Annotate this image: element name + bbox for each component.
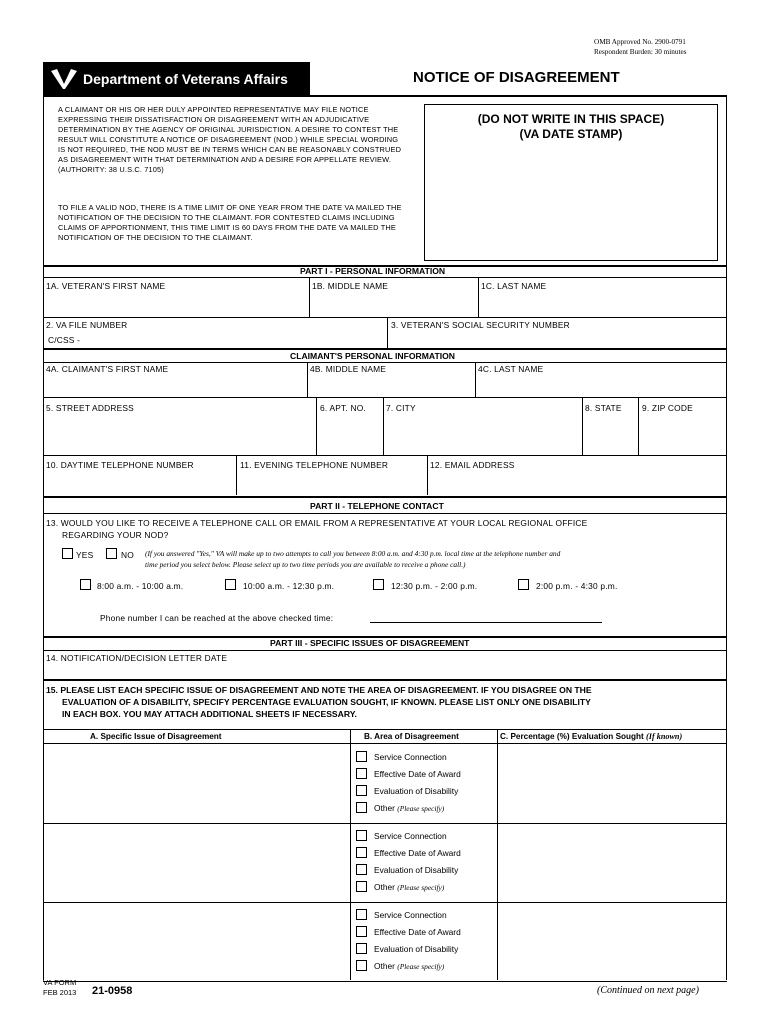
call-note-line-2: time period you select below. Please select up to two time periods you are available to receive a phone call.): [145, 560, 466, 569]
question-13-line-1: 13. WOULD YOU LIKE TO RECEIVE A TELEPHONE CALL OR EMAIL FROM A REPRESENTATIVE AT YOUR LOCAL REGIONAL OFFICE: [46, 518, 588, 528]
question-15-line-1: 15. PLEASE LIST EACH SPECIFIC ISSUE OF DISAGREEMENT AND NOTE THE AREA OF DISAGREEMENT. IF YOU DISAGREE ON THE: [46, 685, 592, 695]
label-street-address: 5. STREET ADDRESS: [46, 403, 134, 413]
time-8am-checkbox[interactable]: [80, 579, 91, 590]
evening-phone-field[interactable]: [237, 472, 425, 494]
no-checkbox[interactable]: [106, 548, 117, 559]
state-field[interactable]: [583, 414, 637, 454]
label-city: 7. CITY: [386, 403, 416, 413]
label-veteran-middle-name: 1B. MIDDLE NAME: [312, 281, 389, 291]
veteran-first-name-field[interactable]: [44, 290, 308, 316]
frame-right: [726, 95, 727, 980]
stamp-line-2: (VA DATE STAMP): [519, 127, 623, 141]
issue-area-label: [374, 769, 461, 779]
issue-2-area-evaluation-of-disability-checkbox[interactable]: [356, 864, 367, 875]
time-2pm-label: 2:00 p.m. - 4:30 p.m.: [536, 581, 618, 591]
agency-banner: [43, 62, 310, 95]
issue-1-area-effective-date-of-award-checkbox[interactable]: [356, 768, 367, 779]
issue-area-label: [374, 961, 444, 971]
no-label: NO: [121, 550, 134, 560]
issue-area-text: Evaluation of Disability: [374, 944, 459, 954]
issue-area-text: Service Connection: [374, 752, 447, 762]
other-specify-hint: (Please specify): [397, 883, 445, 892]
issue-area-label: [374, 848, 461, 858]
label-veteran-ssn: 3. VETERAN'S SOCIAL SECURITY NUMBER: [391, 320, 570, 330]
issue-area-label: [374, 752, 447, 762]
form-number: 21-0958: [92, 985, 133, 997]
email-address-field[interactable]: [428, 472, 725, 494]
veteran-middle-name-field[interactable]: [310, 290, 477, 316]
issue-3-area-other-checkbox[interactable]: [356, 960, 367, 971]
call-note-line-1: (If you answered "Yes," VA will make up to two attempts to call you between 8:00 a.m. and 4:30 p.m. local time at the telephone number and: [145, 549, 561, 558]
zip-code-field[interactable]: [639, 414, 725, 454]
issue-3-area-service-connection-checkbox[interactable]: [356, 909, 367, 920]
column-c-header: [500, 732, 682, 741]
issue-area-text: Effective Date of Award: [374, 769, 461, 779]
issue-2-area-service-connection-checkbox[interactable]: [356, 830, 367, 841]
other-specify-hint: (Please specify): [397, 962, 445, 971]
issue-area-text: Other: [374, 803, 395, 813]
other-specify-hint: (Please specify): [397, 804, 445, 813]
issue-area-label: [374, 944, 458, 954]
question-13-line-2: REGARDING YOUR NOD?: [62, 530, 169, 540]
issue-2-area-other-checkbox[interactable]: [356, 881, 367, 892]
veteran-ssn-field[interactable]: [390, 330, 725, 346]
issue-1-area-evaluation-of-disability-checkbox[interactable]: [356, 785, 367, 796]
question-15-line-2: EVALUATION OF A DISABILITY, SPECIFY PERCENTAGE EVALUATION SOUGHT, IF KNOWN. PLEASE LIST ONLY ONE DISABILITY: [62, 697, 591, 707]
issue-row-divider: [43, 902, 727, 903]
yes-checkbox[interactable]: [62, 548, 73, 559]
claimant-last-name-field[interactable]: [476, 373, 725, 396]
issue-3-description-field[interactable]: [44, 904, 349, 978]
time-10am-label: 10:00 a.m. - 12:30 p.m.: [243, 581, 335, 591]
time-10am-checkbox[interactable]: [225, 579, 236, 590]
column-c-header-suffix: (If known): [646, 732, 683, 741]
issue-area-label: [374, 831, 447, 841]
claimant-first-name-field[interactable]: [44, 373, 306, 396]
time-2pm-checkbox[interactable]: [518, 579, 529, 590]
daytime-phone-field[interactable]: [44, 472, 234, 494]
form-title: NOTICE OF DISAGREEMENT: [413, 69, 620, 86]
issue-area-text: Service Connection: [374, 831, 447, 841]
part1-title: PART I - PERSONAL INFORMATION: [300, 266, 446, 276]
label-veteran-last-name: 1C. LAST NAME: [481, 281, 547, 291]
respondent-burden: Respondent Burden: 30 minutes: [594, 48, 687, 56]
frame-top: [43, 95, 727, 97]
issue-area-label: [374, 865, 458, 875]
label-claimant-last-name: 4C. LAST NAME: [478, 364, 544, 374]
issue-area-text: Other: [374, 961, 395, 971]
omb-number: OMB Approved No. 2900-0791: [594, 38, 686, 46]
intro-paragraph-2: TO FILE A VALID NOD, THERE IS A TIME LIMIT OF ONE YEAR FROM THE DATE VA MAILED THE NOTIFICATION OF THE DECISION TO THE CLAIMANT. FOR CONTESTED CLAIMS INCLUDING CLAIMS OF APPORTIONMENT, THIS TIME LIMIT IS 60 DAYS FROM THE DATE VA MAILED THE NOTIFICATION OF THE DECISION TO THE CLAIMANT.: [58, 203, 402, 242]
time-1230pm-checkbox[interactable]: [373, 579, 384, 590]
issue-area-text: Service Connection: [374, 910, 447, 920]
form-date: FEB 2013: [43, 988, 77, 997]
issue-area-label: [374, 882, 444, 892]
issue-area-text: Other: [374, 882, 395, 892]
time-1230pm-label: 12:30 p.m. - 2:00 p.m.: [391, 581, 478, 591]
issue-2-percentage-field[interactable]: [498, 825, 725, 899]
city-field[interactable]: [384, 414, 580, 454]
issue-area-label: [374, 910, 447, 920]
label-evening-phone: 11. EVENING TELEPHONE NUMBER: [240, 460, 389, 470]
issue-area-label: [374, 786, 458, 796]
column-c-header-text: C. Percentage (%) Evaluation Sought: [500, 732, 644, 741]
issue-area-text: Evaluation of Disability: [374, 786, 459, 796]
part2-title: PART II - TELEPHONE CONTACT: [310, 501, 444, 511]
claimant-section-title: CLAIMANT'S PERSONAL INFORMATION: [290, 351, 456, 361]
issue-3-area-evaluation-of-disability-checkbox[interactable]: [356, 943, 367, 954]
label-state: 8. STATE: [585, 403, 622, 413]
column-b-header: B. Area of Disagreement: [364, 732, 459, 741]
issue-area-text: Evaluation of Disability: [374, 865, 459, 875]
label-decision-letter-date: 14. NOTIFICATION/DECISION LETTER DATE: [46, 653, 228, 663]
issue-row-divider: [43, 981, 727, 982]
issue-area-text: Effective Date of Award: [374, 927, 461, 937]
issue-row-divider: [43, 823, 727, 824]
issue-1-percentage-field[interactable]: [498, 746, 725, 820]
phone-prompt: Phone number I can be reached at the above checked time:: [100, 613, 334, 623]
street-address-field[interactable]: [44, 414, 314, 454]
va-logo-icon: [49, 66, 79, 91]
agency-name: Department of Veterans Affairs: [83, 71, 288, 87]
phone-at-time-field[interactable]: [370, 610, 602, 623]
yes-label: YES: [76, 550, 94, 560]
label-email-address: 12. EMAIL ADDRESS: [430, 460, 515, 470]
label-daytime-phone: 10. DAYTIME TELEPHONE NUMBER: [46, 460, 194, 470]
issue-1-area-other-checkbox[interactable]: [356, 802, 367, 813]
label-claimant-middle-name: 4B. MIDDLE NAME: [310, 364, 387, 374]
issue-area-text: Effective Date of Award: [374, 848, 461, 858]
claimant-middle-name-field[interactable]: [308, 373, 474, 396]
time-8am-label: 8:00 a.m. - 10:00 a.m.: [97, 581, 184, 591]
stamp-line-1: (DO NOT WRITE IN THIS SPACE): [477, 112, 665, 126]
label-apt-no: 6. APT. NO.: [320, 403, 366, 413]
va-file-number-field[interactable]: [80, 330, 385, 346]
form-label: VA FORM: [43, 978, 77, 987]
part3-title: PART III - SPECIFIC ISSUES OF DISAGREEMENT: [270, 638, 470, 648]
veteran-last-name-field[interactable]: [479, 290, 725, 316]
issue-3-area-effective-date-of-award-checkbox[interactable]: [356, 926, 367, 937]
intro-paragraph-1: A CLAIMANT OR HIS OR HER DULY APPOINTED REPRESENTATIVE MAY FILE NOTICE EXPRESSING THEIR DISSATISFACTION OR DISAGREEMENT WITH AN ADJUDICATIVE DETERMINATION BY THE AGENCY OF ORIGINAL JURISDICTION. A DESIRE TO CONTEST THE RESULT WILL CONSTITUTE A NOTICE OF DISAGREEMENT (NOD.) WHILE SPECIAL WORDING IS NOT REQUIRED, THE NOD MUST BE IN TERMS WHICH CAN BE REASONABLY CONSTRUED AS DISAGREEMENT WITH THAT DETERMINATION AND A DESIRE FOR APPELLATE REVIEW. (AUTHORITY: 38 U.S.C. 7105): [58, 105, 402, 174]
issue-area-label: [374, 803, 444, 813]
issue-1-description-field[interactable]: [44, 746, 349, 820]
apt-no-field[interactable]: [317, 414, 381, 454]
label-veteran-first-name: 1A. VETERAN'S FIRST NAME: [46, 281, 166, 291]
label-zip-code: 9. ZIP CODE: [642, 403, 693, 413]
decision-letter-date-field[interactable]: [44, 662, 724, 677]
part2-top-rule: [43, 496, 727, 498]
issue-2-area-effective-date-of-award-checkbox[interactable]: [356, 847, 367, 858]
continued-notice: (Continued on next page): [597, 985, 699, 996]
label-va-file-number: 2. VA FILE NUMBER: [46, 320, 128, 330]
question-15-line-3: IN EACH BOX. YOU MAY ATTACH ADDITIONAL SHEETS IF NECESSARY.: [62, 709, 357, 719]
issue-area-label: [374, 927, 461, 937]
issue-3-percentage-field[interactable]: [498, 904, 725, 978]
issue-1-area-service-connection-checkbox[interactable]: [356, 751, 367, 762]
file-number-prefix: C/CSS -: [48, 335, 81, 345]
column-a-header: A. Specific Issue of Disagreement: [90, 732, 222, 741]
issue-2-description-field[interactable]: [44, 825, 349, 899]
label-claimant-first-name: 4A. CLAIMANT'S FIRST NAME: [46, 364, 169, 374]
